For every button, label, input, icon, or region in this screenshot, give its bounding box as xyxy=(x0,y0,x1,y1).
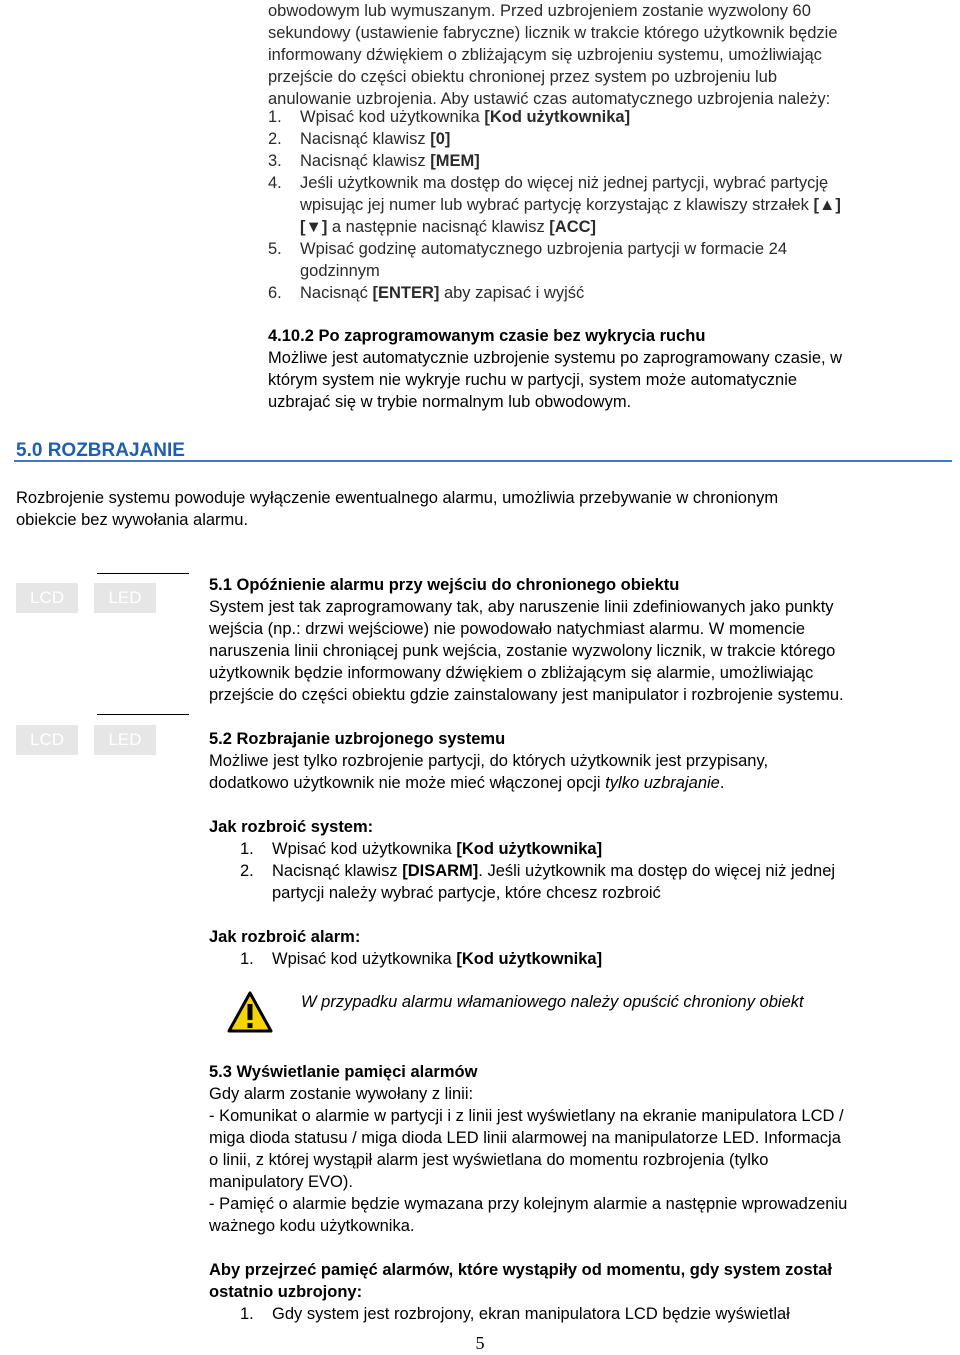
section-heading: 5.1 Opóźnienie alarmu przy wejściu do chronionego obiektu xyxy=(209,576,680,594)
led-badge: LED xyxy=(94,725,156,755)
section-5-1 xyxy=(209,574,949,706)
text-line: Możliwe jest tylko rozbrojenie partycji, do których użytkownik jest przypisany, xyxy=(209,752,769,770)
text-line: wejścia (np.: drzwi wejściowe) nie powodowało natychmiast alarmu. W momencie xyxy=(209,620,806,638)
text-line: przejście do części obiektu gdzie zainstalowany jest manipulator i rozbrojenie systemu. xyxy=(209,686,844,704)
list-item: 1. Wpisać kod użytkownika [Kod użytkownika] xyxy=(268,108,631,126)
subheading: ostatnio uzbrojony: xyxy=(209,1283,363,1301)
arming-steps-list xyxy=(268,106,948,304)
list-item: 3. Nacisnąć klawisz [MEM] xyxy=(268,152,480,170)
text-line: miga dioda statusu / miga dioda LED linii alarmowej na manipulatorze LED. Informacja xyxy=(209,1129,841,1147)
list-item: 1. Wpisać kod użytkownika [Kod użytkownika] xyxy=(240,840,603,858)
lcd-badge: LCD xyxy=(16,583,78,613)
disarm-alarm-block xyxy=(209,926,949,970)
list-item: 1. Gdy system jest rozbrojony, ekran manipulatora LCD będzie wyświetlał xyxy=(240,1305,790,1323)
list-item: 2. Nacisnąć klawisz [0] xyxy=(268,130,451,148)
section-4-10-2 xyxy=(268,325,948,413)
list-item-cont: godzinnym xyxy=(300,262,380,280)
list-item: 5. Wpisać godzinę automatycznego uzbrojenia partycji w formacie 24 xyxy=(268,240,787,258)
led-badge: LED xyxy=(94,583,156,613)
text-line: Rozbrojenie systemu powoduje wyłączenie ewentualnego alarmu, umożliwia przebywanie w chronionym xyxy=(16,489,779,507)
text-line: uzbrajać się w trybie normalnym lub obwodowym. xyxy=(268,393,632,411)
memory-view-block xyxy=(209,1259,949,1325)
text-line: dodatkowo użytkownik nie może mieć włączonej opcji tylko uzbrajanie. xyxy=(209,774,725,792)
section-5-2 xyxy=(209,728,949,794)
text-line: którym system nie wykryje ruchu w partycji, system może automatycznie xyxy=(268,371,798,389)
text-line: anulowanie uzbrojenia. Aby ustawić czas automatycznego uzbrojenia należy: xyxy=(268,90,831,108)
text-line: System jest tak zaprogramowany tak, aby naruszenie linii zdefiniowanych jako punkty xyxy=(209,598,834,616)
text-line: Gdy alarm zostanie wywołany z linii: xyxy=(209,1085,474,1103)
warning-text: W przypadku alarmu włamaniowego należy opuścić chroniony obiekt xyxy=(301,993,804,1011)
subheading: Aby przejrzeć pamięć alarmów, które wystąpiły od momentu, gdy system został xyxy=(209,1261,832,1279)
page-number: 5 xyxy=(475,1333,485,1353)
text-line: sekundowy (ustawienie fabryczne) licznik w trakcie którego użytkownik będzie xyxy=(268,24,838,42)
section-heading: 4.10.2 Po zaprogramowanym czasie bez wykrycia ruchu xyxy=(268,327,706,345)
disarm-system-block xyxy=(209,816,949,904)
text-line: przejście do części obiektu chronionej przez system po uzbrojeniu lub xyxy=(268,68,778,86)
chapter-title: 5.0 ROZBRAJANIE xyxy=(16,440,185,461)
list-item: 2. Nacisnąć klawisz [DISARM]. Jeśli użytkownik ma dostęp do więcej niż jednej xyxy=(240,862,836,880)
subheading: Jak rozbroić alarm: xyxy=(209,928,361,946)
text-line: informowany dźwiękiem o zbliżającym się uzbrojeniu systemu, umożliwiając xyxy=(268,46,822,64)
top-paragraph xyxy=(268,0,948,110)
text-line: użytkownik będzie informowany dźwiękiem o zbliżającym się alarmie, umożliwiając xyxy=(209,664,814,682)
lcd-badge: LCD xyxy=(16,725,78,755)
text-line: - Pamięć o alarmie będzie wymazana przy kolejnym alarmie a następnie wprowadzeniu xyxy=(209,1195,848,1213)
list-item: 6. Nacisnąć [ENTER] aby zapisać i wyjść xyxy=(268,284,585,302)
badge-rule xyxy=(97,573,189,574)
chapter-intro xyxy=(16,487,946,531)
list-item-cont: [▼] a następnie nacisnąć klawisz [ACC] xyxy=(300,218,597,236)
list-item: 1. Wpisać kod użytkownika [Kod użytkownika] xyxy=(240,950,603,968)
subheading: Jak rozbroić system: xyxy=(209,818,374,836)
text-line: ważnego kodu użytkownika. xyxy=(209,1217,415,1235)
text-line: obiekcie bez wywołania alarmu. xyxy=(16,511,249,529)
list-item-cont: wpisując jej numer lub wybrać partycję korzystając z klawiszy strzałek [▲] xyxy=(300,196,841,214)
section-heading: 5.3 Wyświetlanie pamięci alarmów xyxy=(209,1063,478,1081)
list-item: 4. Jeśli użytkownik ma dostęp do więcej niż jednej partycji, wybrać partycję xyxy=(268,174,829,192)
text-line: naruszenia linii chroniącej punk wejścia, zostanie wyzwolony licznik, w trakcie którego xyxy=(209,642,836,660)
section-5-3 xyxy=(209,1061,949,1237)
text-line: Możliwe jest automatycznie uzbrojenie systemu po zaprogramowany czasie, w xyxy=(268,349,843,367)
text-line: - Komunikat o alarmie w partycji i z linii jest wyświetlany na ekranie manipulatora LCD / xyxy=(209,1107,844,1125)
warning-triangle-icon xyxy=(226,990,274,1034)
badge-rule xyxy=(97,714,189,715)
chapter-rule xyxy=(14,460,952,462)
list-item-cont: partycji należy wybrać partycje, które chcesz rozbroić xyxy=(272,884,661,902)
text-line: o linii, z której wystąpił alarm jest wyświetlana do momentu rozbrojenia (tylko xyxy=(209,1151,769,1169)
section-heading: 5.2 Rozbrajanie uzbrojonego systemu xyxy=(209,730,506,748)
text-line: obwodowym lub wymuszanym. Przed uzbrojeniem zostanie wyzwolony 60 xyxy=(268,2,811,20)
text-line: manipulatory EVO). xyxy=(209,1173,353,1191)
